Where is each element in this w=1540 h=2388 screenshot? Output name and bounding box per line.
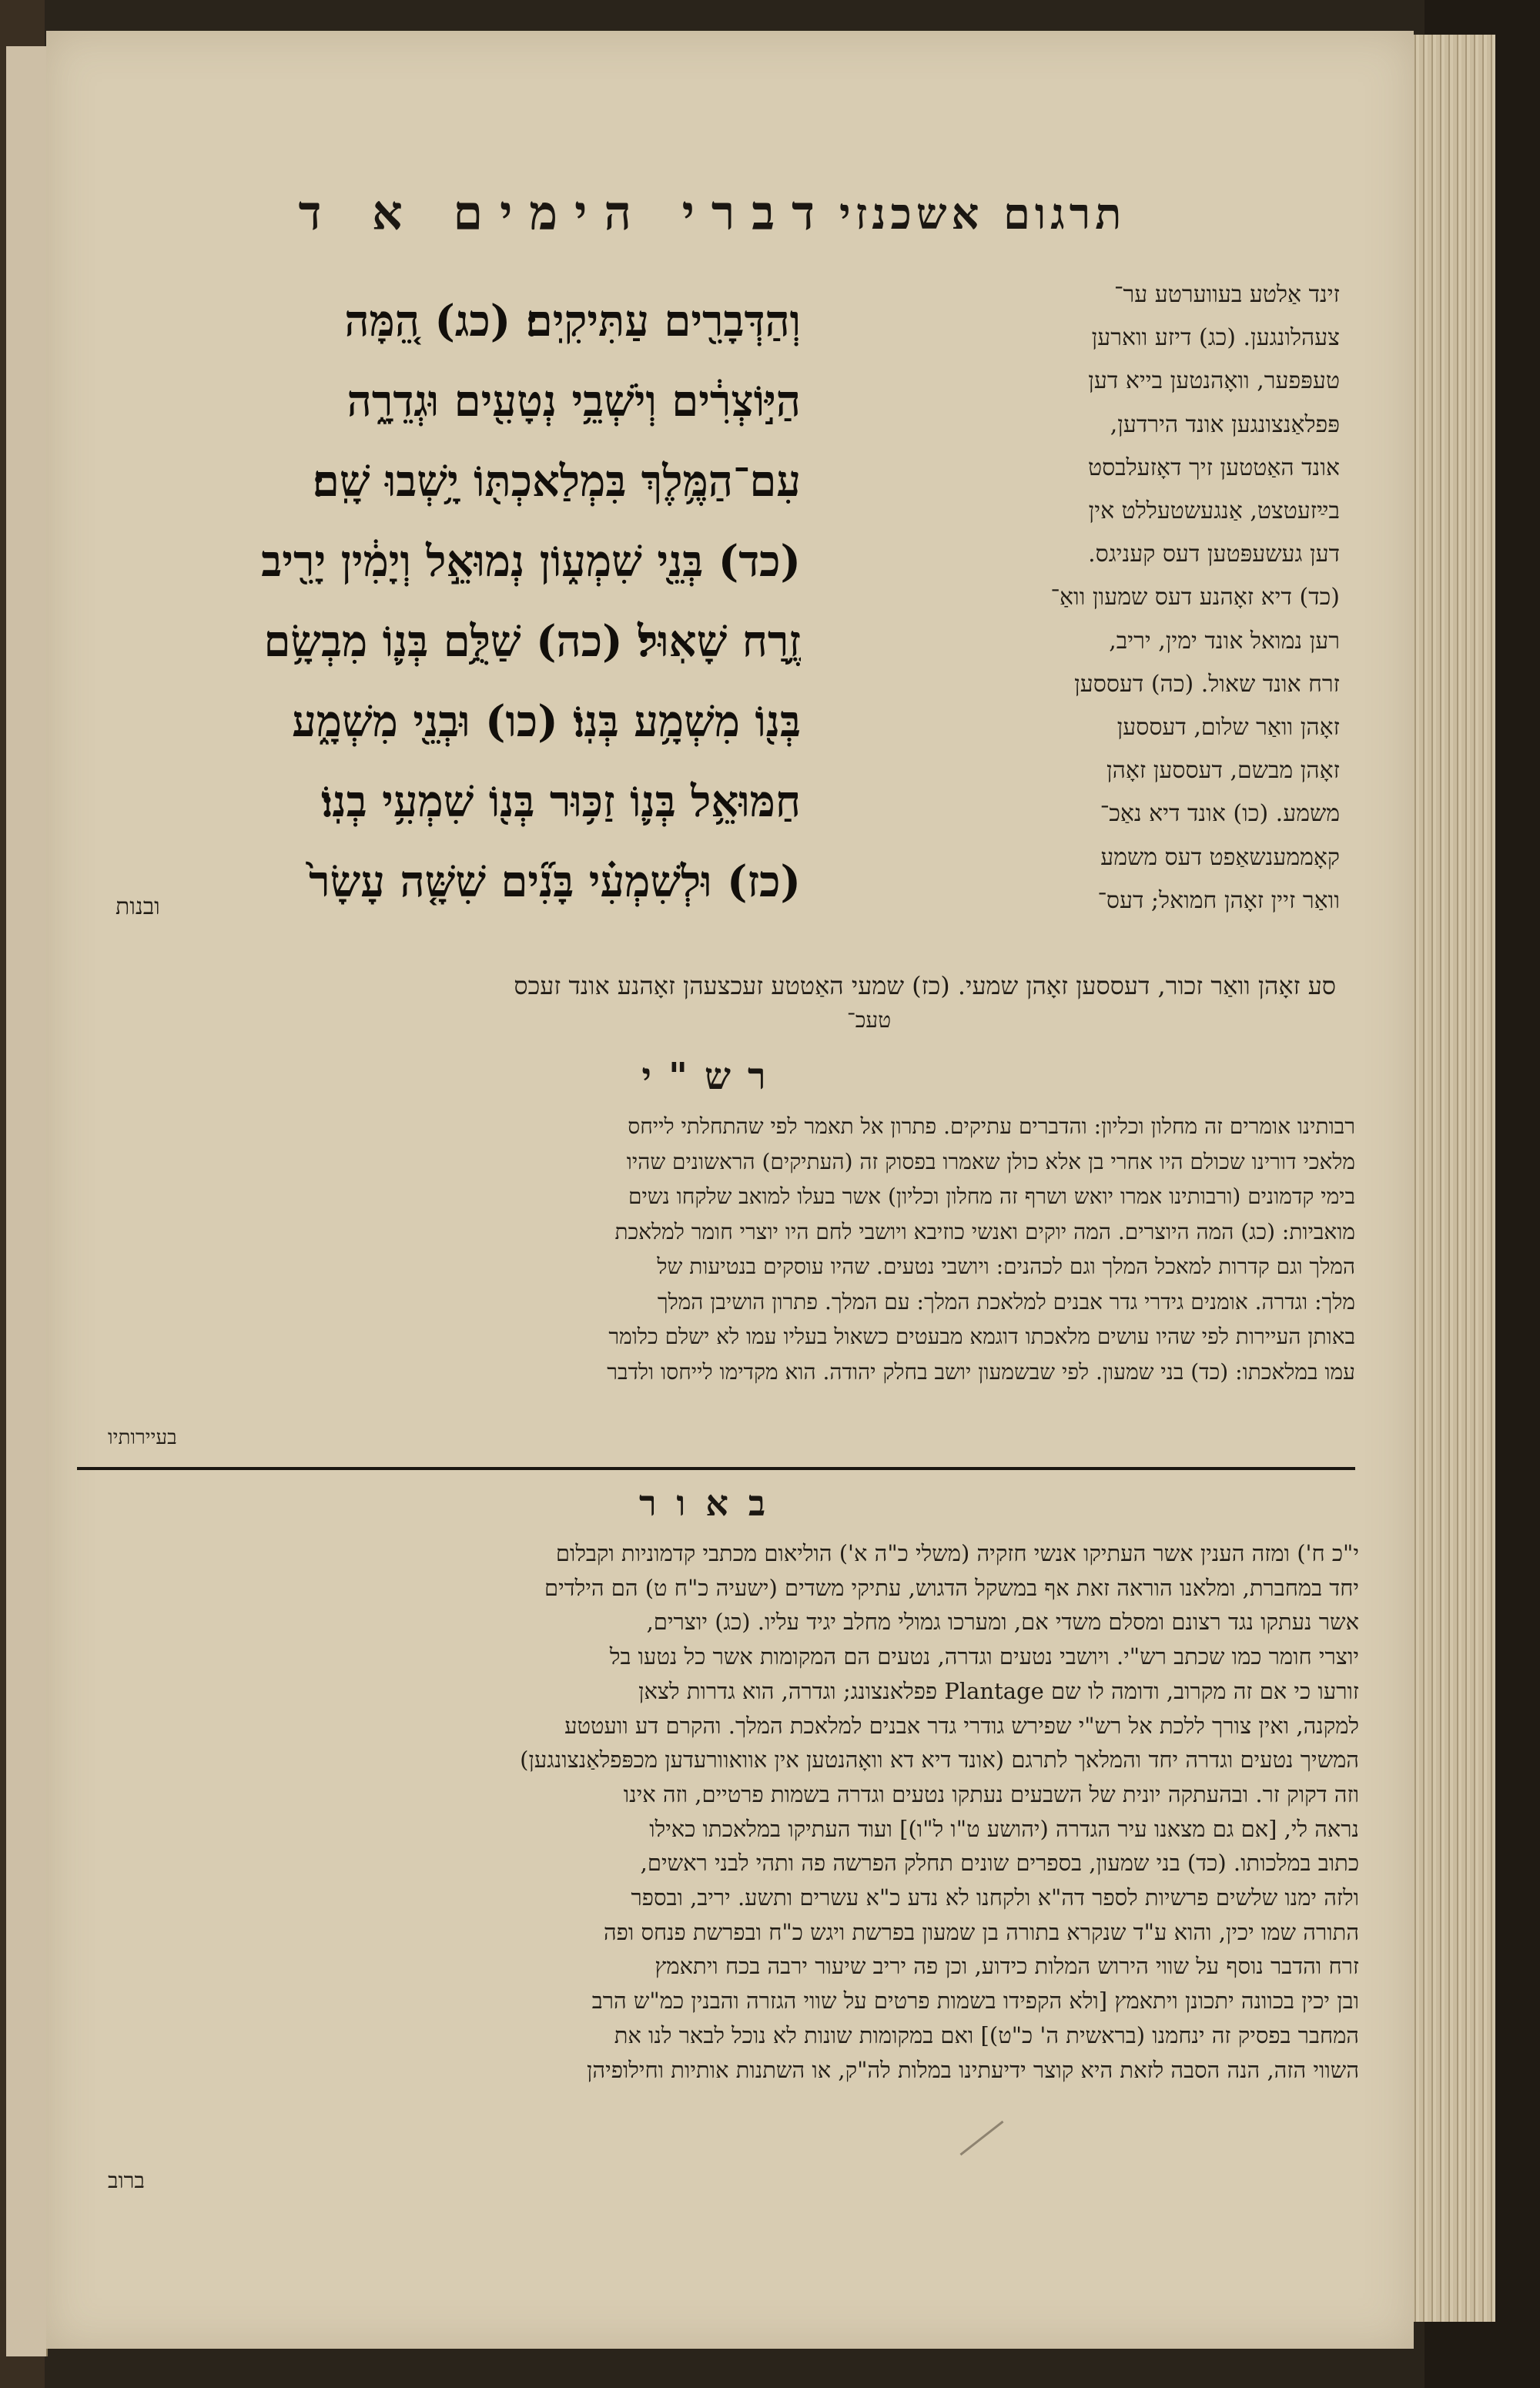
translation-line: וואַר זיין זאָהן חמואל; דעס־ <box>1097 886 1340 914</box>
rashi-line: מלאכי דורינו שכולם היו אחרי בן אלא כולן שאמרו בפסוק זה (העתיקים) הראשונים שהיו <box>626 1148 1355 1174</box>
rashi-line: עמו במלאכתו: (כד) בני שמעון. לפי שבשמעון יושב בחלק יהודה. הוא מקדימו לייחסו ולדבר <box>607 1358 1355 1385</box>
verse-line: עִם־הַמֶּ֥לֶךְ בִּמְלַאכְתּ֖וֹ יָ֥שְׁבוּ שָֽׁם׃ <box>312 456 801 507</box>
verse-line: (כד) בְּנֵ֖י שִׁמְע֑וֹן נְמוּאֵ֣ל וְיָמִ֔ין יָרִ֖יב <box>261 536 801 587</box>
rashi-commentary <box>92 1109 1355 1389</box>
translation-column-title: תרגום אשכנזי <box>839 189 1127 239</box>
biur-line: יחד במחברת, ומלאנו הוראה זאת אף במשקל הדגוש, עתיקי משדים (ישעיה כ"ח ט) הם הילדים <box>544 1574 1359 1601</box>
biur-heading: באור <box>638 1482 786 1524</box>
verse-catchword: ובנות <box>116 893 160 920</box>
rashi-line: המלך וגם קדרות למאכל המלך וגם לכהנים: ויושבי נטעים. שהיו עוסקים בנטיעות של <box>657 1254 1355 1279</box>
translation-catchword: טעכ־ <box>847 1007 892 1033</box>
translation-line: סע זאָהן וואַר זכור, דעססען זאָהן שמעי. (כז) שמעי האַטטע זעכצעהן זאָהנע אונד זעכס <box>514 971 1336 1000</box>
rashi-catchword: בעיירותיו <box>108 1426 177 1449</box>
translation-continuation <box>104 966 1336 1005</box>
biur-line: זרח והדבר נוסף על שווי הירוש המלות כידוע, וכן פה יריב שיעור ירבה בכח ויתאמץ <box>654 1953 1359 1980</box>
translation-line: זינד אַלטע בעווערטע ער־ <box>1114 281 1340 308</box>
translation-line: משמע. (כו) אונד דיא נאַכ־ <box>1100 800 1340 828</box>
rashi-line: בימי קדמונים (ורבותינו אמרו יואש ושרף זה מחלון וכליון) אשר בעלו למואב שלקחו נשים <box>628 1184 1355 1209</box>
bible-verse-text <box>96 281 801 922</box>
rashi-line: מואביות: (כג) המה היוצרים. המה יוקים ואנשי כוזיבא ויושבי לחם היו יוצרי חומר למלאכת <box>614 1218 1355 1244</box>
biur-catchword: ברוב <box>108 2168 145 2193</box>
biur-commentary <box>81 1536 1359 2087</box>
page-stack-edges <box>1411 35 1495 2322</box>
biur-line: נראה לי, [אם גם מצאנו עיר הגדרה (יהושע ט"ו ל"ו)] ועוד העתיקו במלאכתו כאילו <box>649 1815 1359 1842</box>
german-translation-column <box>808 273 1340 923</box>
section-divider <box>77 1467 1355 1470</box>
verse-line: וְהַדְּבָרִ֖ים עַתִּיקִֽים׃ (כג) הֵ֚מָּה <box>344 296 801 347</box>
book-page <box>46 31 1414 2349</box>
translation-line: (כד) דיא זאָהנע דעס שמעון וואַ־ <box>1050 584 1340 611</box>
translation-line: צעהלונגען. (כג) דיזע ווארען <box>1091 324 1340 352</box>
biur-line: למקנה, ואין צורך ללכת אל רש"י שפירש גודרי גדר אבנים למלאכת המלך. והקרם דע וועטטע <box>564 1712 1359 1739</box>
verse-line: (כז) וּלְשִׁמְעִ֗י בָּנִ֞ים שִׁשָּׁ֤ה עָשָׂר֙ <box>309 856 801 907</box>
biur-line: ובן יכין בכוונה יתכונן ויתאמץ [ולא הקפידו בשמות פרטים על שווי הגזרה והבנין כמ"ש הרב <box>591 1988 1359 2015</box>
translation-line: בײַזעטצט, אַנגעשטעללט אין <box>1088 497 1340 525</box>
translation-line: דען געשעפּטען דעס קעניגס. <box>1088 541 1340 568</box>
biur-line: השווי הזה, הנה הסבה לזאת היא קוצר ידיעתינו במלות לה"ק, או השתנות אותיות וחילופיהן <box>587 2056 1359 2083</box>
translation-line: אונד האַטטען זיך דאָזעלבסט <box>1087 454 1340 481</box>
biur-line: ולזה ימנו שלשים פרשיות לספר דה"א ולקחנו לא נדע כ"א עשרים ותשע. יריב, ובספר <box>631 1884 1359 1911</box>
translation-line: רען נמואל אונד ימין, יריב, <box>1109 627 1340 655</box>
facing-page-edge <box>6 46 48 2356</box>
biur-line: י"כ ח') ומזה הענין אשר העתיקו אנשי חזקיה (משלי כ"ה א') הוליאום מכתבי קדמוניות וקבלום <box>555 1540 1359 1566</box>
translation-line: זרח אונד שאול. (כה) דעססען <box>1074 670 1340 698</box>
translation-line: קאָממענשאַפט דעס משמע <box>1100 843 1340 871</box>
pencil-mark <box>959 2121 1003 2155</box>
biur-line: התורה שמו יכין, והוא ע"ד שנקרא בתורה בן שמעון בפרשת ויגש כ"ח ובפרשת פנחס ופה <box>603 1918 1359 1945</box>
translation-line: פּפלאַנצונגען אונד הירדען, <box>1110 410 1340 438</box>
translation-line: זאָהן מבשם, דעססען זאָהן <box>1106 757 1340 785</box>
biur-line: כתוב במלכותו. (כד) בני שמעון, בספרים שונים תחלק הפרשה פה ותהי לבני ראשים, <box>640 1850 1359 1877</box>
verse-line: הַיּ֣וֹצְרִ֔ים וְיֹשְׁבֵ֥י נְטָעִ֖ים וּגְדֵרָ֑ה <box>346 376 801 427</box>
translation-line: זאָהן וואַר שלום, דעססען <box>1116 714 1340 742</box>
biur-line: זורעו כי אם זה מקרוב, ודומה לו שם Plantage פפלאנצונג; וגדרה, הוא גדרות לצאן <box>638 1677 1359 1704</box>
biur-line: המחבר בפסיק זה ינחמנו (בראשית ה' כ"ט)] ואם במקומות שונות לא נוכל לבאר לנו את <box>614 2021 1359 2048</box>
rashi-line: באותן העיירות לפי שהיו עושים מלאכתו דוגמא מבעטים כשאול בעליו עמו לא ישלם כלומר <box>608 1324 1355 1349</box>
biur-line: וזה דקוק זר. ובהעתקה יונית של השבעים נעתקו נטעים וגדרה בשמות פרטיים, וזה אינו <box>623 1780 1359 1807</box>
rashi-line: מלך: וגדרה. אומנים גידרי גדר אבנים למלאכת המלך: עם המלך. פתרון הושיבן המלך <box>657 1288 1355 1315</box>
rashi-heading: רש"י <box>641 1055 783 1098</box>
book-running-title: דברי הימים א ד <box>298 185 832 241</box>
biur-line: יוצרי חומר כמו שכתב רש"י. ויושבי נטעים וגדרה, נטעים הם המקומות אשר כל נטעו בל <box>609 1643 1359 1670</box>
biur-line: המשיך נטעים וגדרה יחד והמלאך לתרגם (אונד דיא דא וואָהנטען אין אוואוורעדען מכפּפלאַנצונגען) <box>520 1747 1359 1773</box>
verse-line: זֶ֥רַח שָׁאֽוּל׃ (כה) שַׁלֻּ֥ם בְּנ֛וֹ מִבְשָׂ֥ם <box>263 616 801 667</box>
verse-line: בְּנ֖וֹ מִשְׁמָ֥ע בְּנֽוֹ׃ (כו) וּבְנֵ֖י מִשְׁמָ֑ע <box>292 696 801 747</box>
biur-line: אשר נעתקו נגד רצונם ומסלם משדי אם, ומערכו גמולי מחלב יגיד עליו. (כג) יוצרים, <box>646 1609 1359 1636</box>
rashi-line: רבותינו אומרים זה מחלון וכליון: והדברים עתיקים. פתרון אל תאמר לפי שהתחלתי לייחס <box>628 1114 1355 1139</box>
verse-line: חַמּוּאֵ֥ל בְּנ֛וֹ זַכּ֥וּר בְּנ֖וֹ שִׁמְעִ֥י בְנֽוֹ׃ <box>321 776 801 827</box>
translation-line: טעפּפער, וואָהנטען בייא דען <box>1088 367 1340 395</box>
